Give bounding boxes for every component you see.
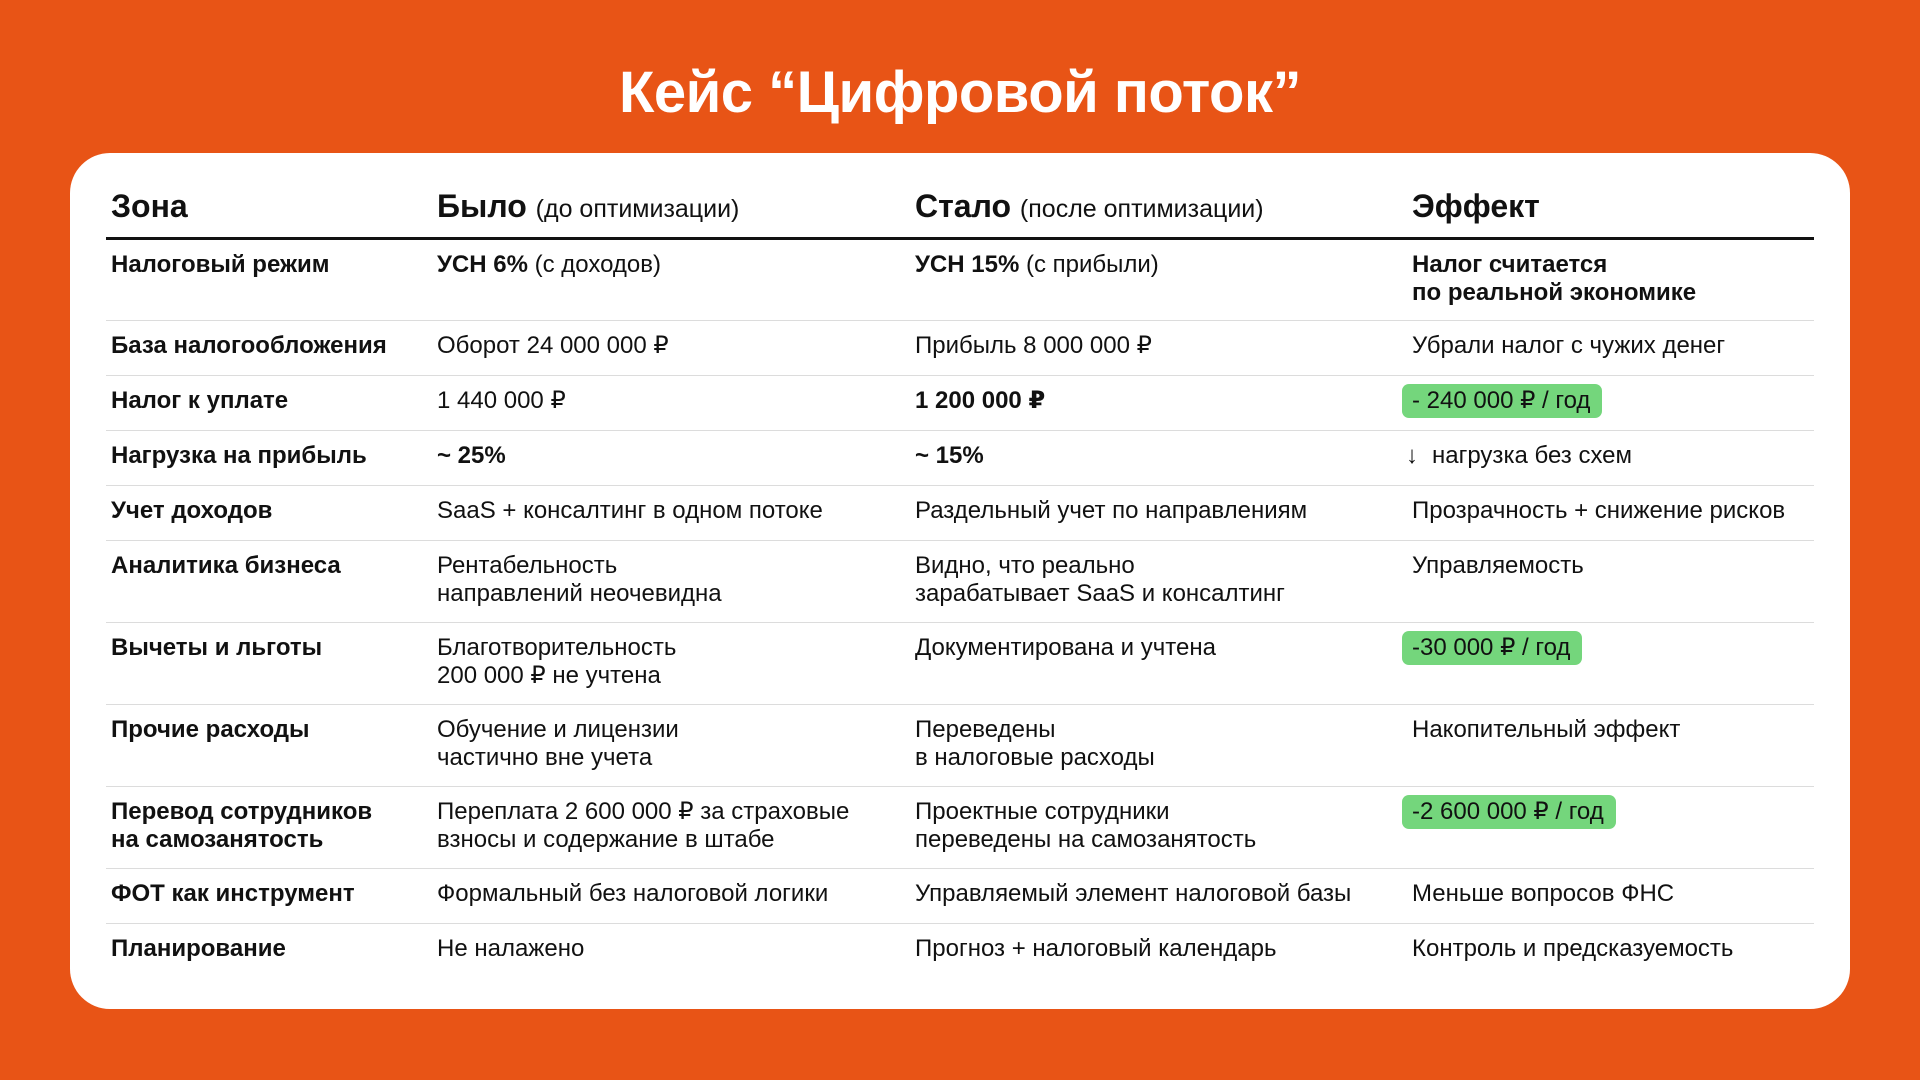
table-row [106,430,1814,485]
comparison-table [106,175,1814,975]
effect-cell: Контроль и предсказуемость [1412,934,1734,962]
after-cell: 1 200 000 ₽ [910,375,1407,430]
zone-cell: Планирование [111,934,286,962]
table-row [106,704,1814,786]
after-cell: Документирована и учтена [910,622,1407,704]
effect-cell: Убрали налог с чужих денег [1407,320,1814,375]
effect-highlight-badge: -30 000 ₽ / год [1402,631,1582,665]
before-cell: 1 440 000 ₽ [432,375,910,430]
table-row [106,485,1814,540]
zone-cell: Нагрузка на прибыль [106,430,432,485]
before-rest: (с доходов) [534,250,662,278]
table-row [106,375,1814,430]
table-row [106,540,1814,622]
after-cell: ~ 15% [910,430,1407,485]
before-cell: Рентабельность направлений неочевидна [432,540,910,622]
before-cell [432,238,910,320]
after-cell: Проектные сотрудники переведены на самозанятость [910,786,1407,868]
zone-cell: Прочие расходы [106,704,432,786]
effect-highlight-badge: - 240 000 ₽ / год [1402,384,1602,418]
header-effect: Эффект [1407,175,1814,238]
effect-cell [1407,430,1814,485]
table-row [106,786,1814,868]
after-cell: Прибыль 8 000 000 ₽ [910,320,1407,375]
zone-cell: ФОТ как инструмент [106,868,432,923]
after-cell: Управляемый элемент налоговой базы [910,868,1407,923]
before-cell: Благотворительность 200 000 ₽ не учтена [432,622,910,704]
before-cell: Формальный без налоговой логики [432,868,910,923]
before-bold: УСН 6% [437,250,528,278]
after-bold: УСН 15% [915,250,1020,278]
header-before: Было (до оптимизации) [432,175,910,238]
table-row [106,622,1814,704]
page-title: Кейс “Цифровой поток” [618,60,1302,125]
effect-cell: Меньше вопросов ФНС [1407,868,1814,923]
zone-cell: Учет доходов [106,485,432,540]
after-cell: Видно, что реально зарабатывает SaaS и консалтинг [910,540,1407,622]
zone-cell: Налоговый режим [106,238,432,320]
before-cell: ~ 25% [432,430,910,485]
effect-cell: Налог считается по реальной экономике [1407,238,1814,320]
table-row [106,923,1814,975]
before-cell: Переплата 2 600 000 ₽ за страховые взносы и содержание в штабе [432,786,910,868]
comparison-card [70,153,1850,1009]
effect-cell [1407,786,1814,868]
effect-cell: Прозрачность + снижение рисков [1407,485,1814,540]
effect-cell [1407,375,1814,430]
after-cell: Переведены в налоговые расходы [910,704,1407,786]
header-after: Стало (после оптимизации) [910,175,1407,238]
zone-cell: База налогообложения [106,320,432,375]
zone-cell: Налог к уплате [106,375,432,430]
table-header-row [106,175,1814,238]
zone-cell: Вычеты и льготы [106,622,432,704]
effect-cell [1407,622,1814,704]
zone-cell: Аналитика бизнеса [106,540,432,622]
arrow-down-icon: ↓ [1406,441,1418,469]
zone-cell: Перевод сотрудников на самозанятость [106,786,432,868]
header-zone: Зона [106,175,432,238]
after-cell: Раздельный учет по направлениям [910,485,1407,540]
table-row [106,868,1814,923]
effect-highlight-badge: -2 600 000 ₽ / год [1402,795,1616,829]
effect-cell: Управляемость [1407,540,1814,622]
after-rest: (с прибыли) [1025,250,1159,278]
before-cell: Не налажено [437,934,585,962]
table-row [106,320,1814,375]
before-cell: Оборот 24 000 000 ₽ [432,320,910,375]
before-cell: Обучение и лицензии частично вне учета [432,704,910,786]
header-after-sub: (после оптимизации) [1019,194,1264,223]
after-cell: Прогноз + налоговый календарь [915,934,1277,962]
effect-text: нагрузка без схем [1432,441,1633,469]
effect-cell: Накопительный эффект [1407,704,1814,786]
header-before-sub: (до оптимизации) [535,194,740,223]
before-cell: SaaS + консалтинг в одном потоке [432,485,910,540]
after-cell [910,238,1407,320]
table-row [106,238,1814,320]
